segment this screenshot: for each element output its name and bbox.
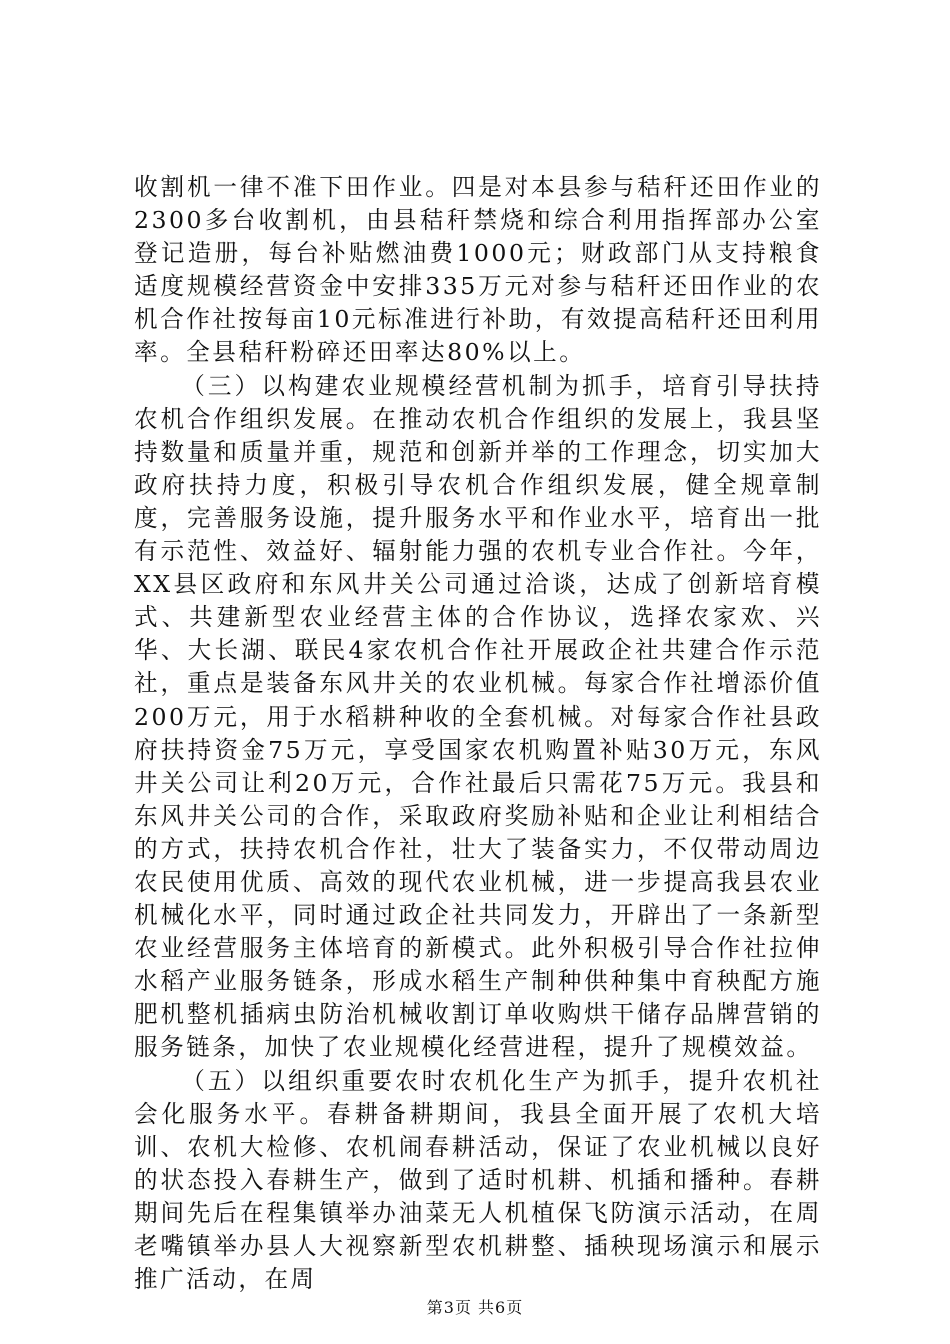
paragraph-3: （五）以组织重要农时农机化生产为抓手，提升农机社会化服务水平。春耕备耕期间，我县全面开展了农机大培训、农机大检修、农机闹春耕活动，保证了农业机械以良好的状态投入春耕生产，做到了适时机耕、机插和播种。春耕期间先后在程集镇举办油菜无人机植保飞防演示活动，在周老嘴镇举办县人大视察新型农机耕整、插秧现场演示和展示推广活动，在周 — [134, 1066, 822, 1294]
paragraph-2: （三）以构建农业规模经营机制为抓手，培育引导扶持农机合作组织发展。在推动农机合作组织的发展上，我县坚持数量和质量并重，规范和创新并举的工作理念，切实加大政府扶持力度，积极引导农机合作组织发展，健全规章制度，完善服务设施，提升服务水平和作业水平，培育出一批有示范性、效益好、辐射能力强的农机专业合作社。今年，XX县区政府和东风井关公司通过洽谈，达成了创新培育模式、共建新型农业经营主体的合作协议，选择农家欢、兴华、大长湖、联民4家农机合作社开展政企社共建合作示范社，重点是装备东风井关的农业机械。每家合作社增添价值200万元，用于水稻耕种收的全套机械。对每家合作社县政府扶持资金75万元，享受国家农机购置补贴30万元，东风井关公司让利20万元，合作社最后只需花75万元。我县和东风井关公司的合作，采取政府奖励补贴和企业让利相结合的方式，扶持农机合作社，壮大了装备实力，不仅带动周边农民使用优质、高效的现代农业机械，进一步提高我县农业机械化水平，同时通过政企社共同发力，开辟出了一条新型农业经营服务主体培育的新模式。此外积极引导合作社拉伸水稻产业服务链条，形成水稻生产制种供种集中育秧配方施肥机整机插病虫防治机械收割订单收购烘干储存品牌营销的服务链条，加快了农业规模化经营进程，提升了规模效益。 — [134, 371, 822, 1062]
paragraph-1: 收割机一律不准下田作业。四是对本县参与秸秆还田作业的2300多台收割机，由县秸秆禁烧和综合利用指挥部办公室登记造册，每台补贴燃油费1000元；财政部门从支持粮食适度规模经营资金中安排335万元对参与秸秆还田作业的农机合作社按每亩10元标准进行补助，有效提高秸秆还田利用率。全县秸秆粉碎还田率达80%以上。 — [134, 173, 822, 367]
document-body — [134, 171, 822, 1296]
page-footer: 第3页 共6页 — [426, 1298, 524, 1317]
